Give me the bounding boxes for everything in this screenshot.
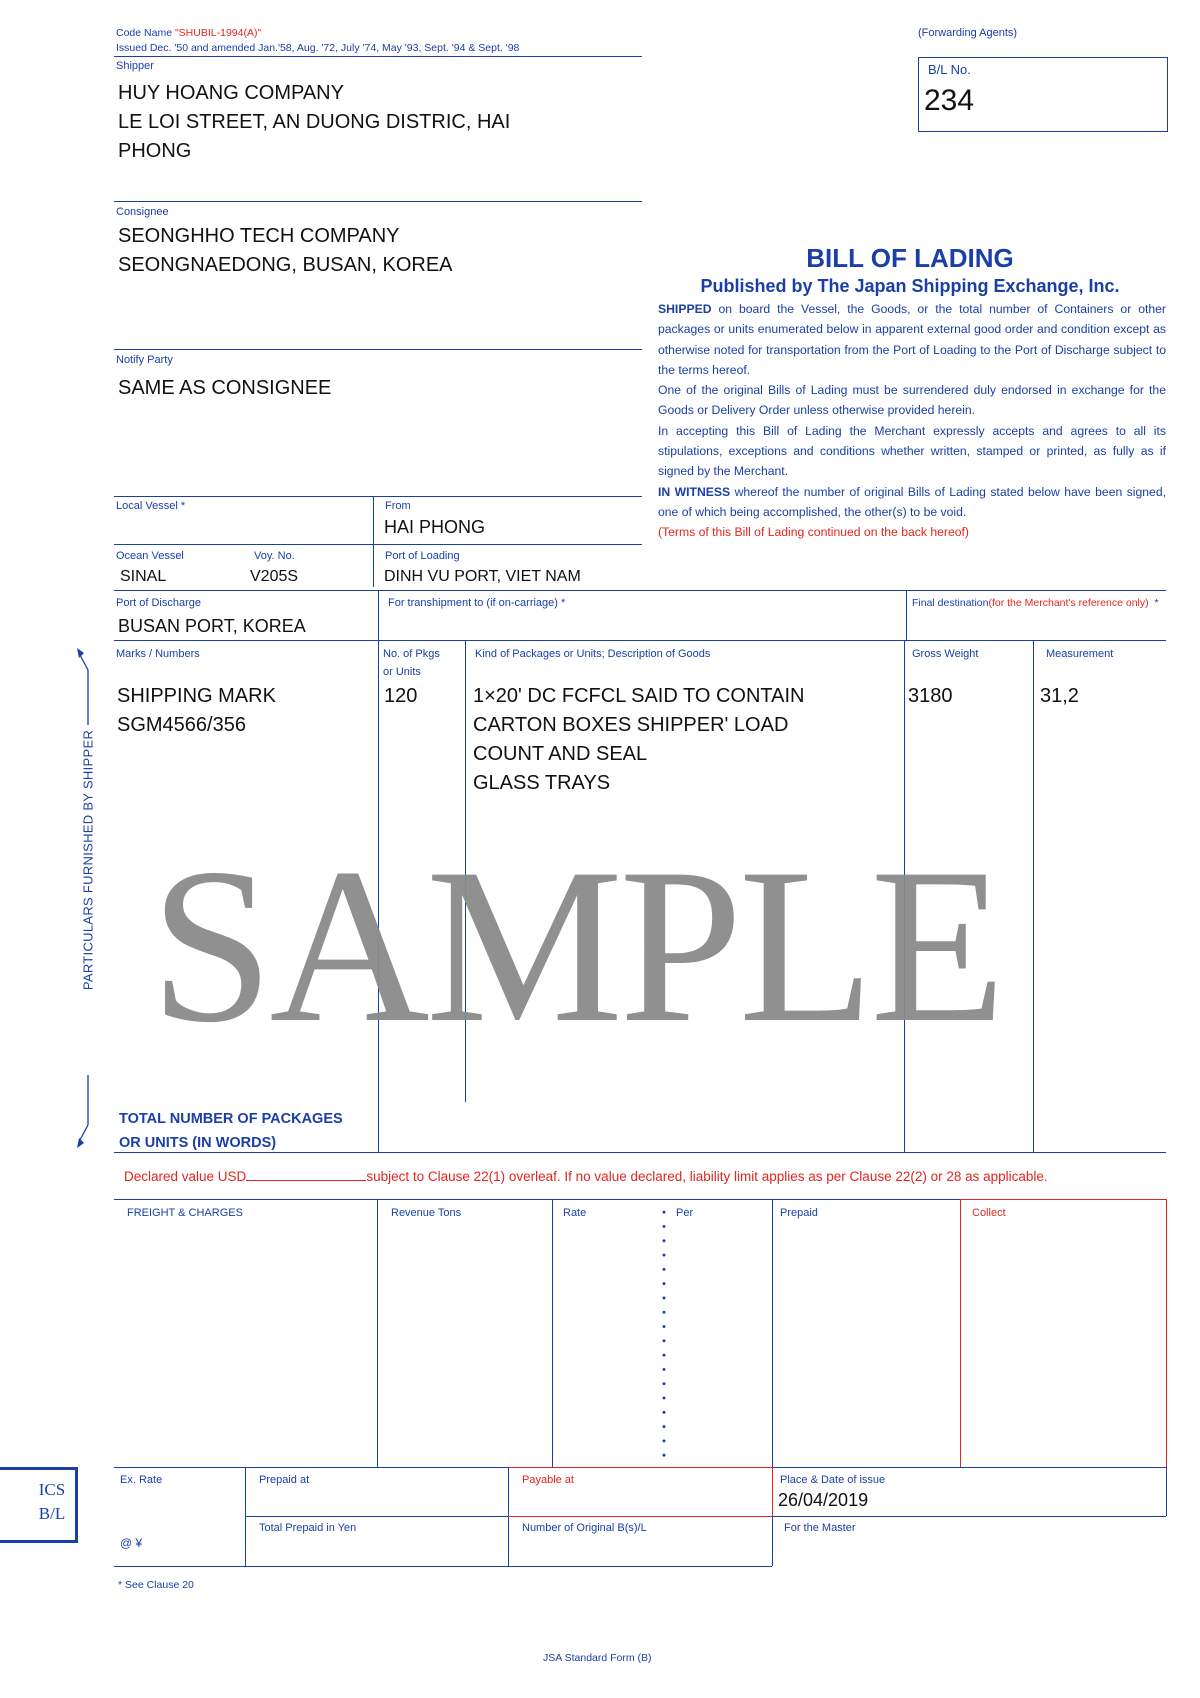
- divider: [114, 1467, 508, 1468]
- divider: [960, 1199, 961, 1467]
- voyage-label: Voy. No.: [254, 550, 295, 562]
- divider: [1033, 640, 1034, 1152]
- measurement-label: Measurement: [1046, 648, 1114, 660]
- terms-surrender: One of the original Bills of Lading must be surrendered duly endorsed in exchange for the Goods or Delivery Order unless otherwise provided herein.: [658, 383, 1166, 418]
- terms-witness-lead: IN WITNESS: [658, 484, 731, 499]
- port-loading-label: Port of Loading: [385, 550, 460, 562]
- ex-rate-label: Ex. Rate: [120, 1474, 163, 1486]
- voyage-value: V205S: [250, 568, 299, 585]
- ics-label: [22, 1478, 82, 1526]
- divider: [373, 496, 374, 587]
- divider: [245, 1516, 508, 1517]
- description-line-2: CARTON BOXES SHIPPER' LOAD: [473, 714, 789, 736]
- divider: [552, 1199, 553, 1467]
- collect-label: Collect: [972, 1207, 1006, 1219]
- divider: [378, 590, 379, 640]
- marks-label: Marks / Numbers: [116, 648, 200, 660]
- ocean-vessel-label: Ocean Vessel: [116, 550, 184, 562]
- divider: [508, 1467, 772, 1468]
- declared-value-line: [124, 1168, 1048, 1184]
- pkgs-value: 120: [384, 685, 418, 707]
- final-destination-star: *: [1154, 597, 1159, 609]
- divider: [772, 1516, 773, 1566]
- terms-accept: In accepting this Bill of Lading the Merchant expressly accepts and agrees to all its stipulations, exceptions and conditions whether written, stamped or printed, as fully as if signed by the Merchant.: [658, 423, 1166, 479]
- terms-block: [658, 299, 1166, 543]
- divider: [114, 56, 642, 57]
- see-clause-note: * See Clause 20: [118, 1579, 194, 1591]
- total-packages-label: [119, 1107, 343, 1155]
- from-value: HAI PHONG: [384, 517, 486, 537]
- payable-at-label: Payable at: [522, 1474, 574, 1486]
- total-packages-line-1: TOTAL NUMBER OF PACKAGES: [119, 1111, 343, 1127]
- total-prepaid-label: Total Prepaid in Yen: [259, 1522, 357, 1534]
- local-vessel-label: Local Vessel *: [116, 500, 186, 512]
- divider: [114, 1566, 772, 1567]
- divider: [906, 590, 907, 640]
- code-name-line: [116, 27, 261, 39]
- divider: [114, 544, 642, 545]
- port-discharge-label: Port of Discharge: [116, 597, 201, 609]
- description-line-1: 1×20' DC FCFCL SAID TO CONTAIN: [473, 685, 805, 707]
- bl-number-label: B/L No.: [928, 62, 971, 77]
- divider: [114, 1199, 960, 1200]
- gross-weight-value: 3180: [908, 685, 953, 707]
- divider: [1166, 1467, 1167, 1516]
- divider: [1166, 1199, 1167, 1467]
- declared-value-field: [246, 1168, 366, 1181]
- marks-line-2: SGM4566/356: [117, 714, 246, 736]
- document-title: BILL OF LADING: [806, 243, 1014, 273]
- divider: [114, 640, 1166, 641]
- shipper-address-2: PHONG: [118, 140, 192, 162]
- side-label: PARTICULARS FURNISHED BY SHIPPER: [80, 729, 96, 991]
- pkgs-label-1: No. of Pkgs: [383, 648, 440, 660]
- terms-shipped-lead: SHIPPED: [658, 302, 712, 316]
- declared-value-text: subject to Clause 22(1) overleaf. If no value declared, liability limit applies as per Clause 22(2) or 28 as applicable.: [366, 1169, 1048, 1184]
- transhipment-label: For transhipment to (if on-carriage) *: [388, 597, 566, 609]
- declared-value-label: Declared value USD: [124, 1169, 247, 1184]
- divider: [114, 496, 642, 497]
- divider: [772, 1467, 1166, 1468]
- shipper-name: HUY HOANG COMPANY: [118, 82, 344, 104]
- revenue-tons-label: Revenue Tons: [391, 1207, 462, 1219]
- final-destination: [912, 597, 1159, 609]
- final-destination-label: Final destination: [912, 597, 989, 609]
- for-master-label: For the Master: [784, 1522, 856, 1534]
- divider: [772, 1199, 773, 1467]
- divider: [114, 590, 1166, 591]
- description-line-3: COUNT AND SEAL: [473, 743, 648, 765]
- footer-form-name: JSA Standard Form (B): [543, 1652, 652, 1664]
- prepaid-label: Prepaid: [780, 1207, 818, 1219]
- divider: [114, 349, 642, 350]
- dotted-separator: [662, 1205, 666, 1463]
- divider: [114, 201, 642, 202]
- code-name-value: "SHUBIL-1994(A)": [174, 27, 262, 39]
- gross-weight-label: Gross Weight: [912, 648, 979, 660]
- shipper-address-1: LE LOI STREET, AN DUONG DISTRIC, HAI: [118, 111, 511, 133]
- issued-note: Issued Dec. '50 and amended Jan.'58, Aug. '72, July '74, May '93, Sept. '94 & Sept. '98: [116, 42, 520, 54]
- total-packages-line-2: OR UNITS (IN WORDS): [119, 1135, 277, 1151]
- ex-rate-symbol: @ ¥: [120, 1536, 143, 1550]
- notify-value: SAME AS CONSIGNEE: [118, 377, 332, 399]
- ics-line-1: ICS: [38, 1480, 66, 1499]
- description-line-4: GLASS TRAYS: [473, 772, 611, 794]
- ics-line-2: B/L: [38, 1504, 66, 1523]
- final-destination-note: (for the Merchant's reference only): [988, 597, 1149, 609]
- prepaid-at-label: Prepaid at: [259, 1474, 310, 1486]
- port-loading-value: DINH VU PORT, VIET NAM: [384, 568, 581, 585]
- divider: [114, 1152, 1166, 1153]
- terms-shipped: on board the Vessel, the Goods, or the total number of Containers or other packages or units enumerated below in apparent external good order and condition except as otherwise noted for transportation from the Port of Loading to the Port of Discharge subject to the terms hereof.: [658, 302, 1166, 377]
- publisher: Published by The Japan Shipping Exchange, Inc.: [700, 276, 1120, 296]
- ocean-vessel-value: SINAL: [120, 568, 167, 585]
- number-originals-label: Number of Original B(s)/L: [522, 1522, 647, 1534]
- place-date-label: Place & Date of issue: [780, 1474, 886, 1486]
- place-date-value: 26/04/2019: [778, 1490, 869, 1510]
- divider: [772, 1516, 1166, 1517]
- divider: [377, 1199, 378, 1467]
- pkgs-label-2: or Units: [383, 666, 421, 678]
- terms-witness: whereof the number of original Bills of Lading stated below have been signed, one of which being accomplished, the other(s) to be void.: [658, 484, 1166, 519]
- freight-charges-label: FREIGHT & CHARGES: [127, 1207, 243, 1219]
- code-name-label: Code Name: [116, 27, 173, 39]
- consignee-address: SEONGNAEDONG, BUSAN, KOREA: [118, 254, 453, 276]
- measurement-value: 31,2: [1040, 685, 1079, 707]
- forwarding-agents-label: (Forwarding Agents): [918, 27, 1018, 39]
- marks-line-1: SHIPPING MARK: [117, 685, 276, 707]
- divider: [772, 1467, 773, 1516]
- sample-watermark: SAMPLE: [150, 823, 1002, 1069]
- shipper-label: Shipper: [116, 60, 154, 72]
- from-label: From: [385, 500, 411, 512]
- divider: [960, 1199, 1166, 1200]
- divider: [508, 1516, 772, 1517]
- port-discharge-value: BUSAN PORT, KOREA: [118, 616, 306, 636]
- per-label: Per: [676, 1207, 694, 1219]
- rate-label: Rate: [563, 1207, 587, 1219]
- description-label: Kind of Packages or Units; Description of Goods: [475, 648, 711, 660]
- consignee-name: SEONGHHO TECH COMPANY: [118, 225, 400, 247]
- consignee-label: Consignee: [116, 206, 169, 218]
- bl-number-value: 234: [924, 84, 975, 117]
- notify-label: Notify Party: [116, 354, 173, 366]
- terms-continued: (Terms of this Bill of Lading continued on the back hereof): [658, 525, 969, 540]
